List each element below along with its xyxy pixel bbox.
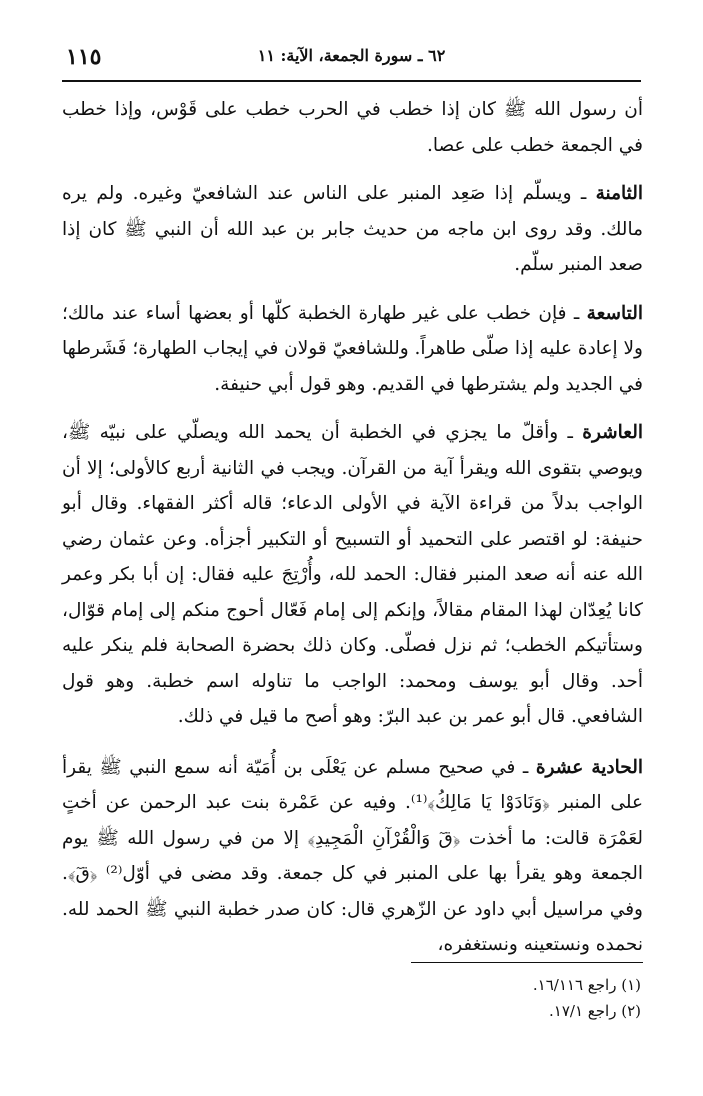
paragraph-text: ـ وأقلّ ما يجزي في الخطبة أن يحمد الله ويصلّي على نبيّه ﷺ، ويوصي بتقوى الله ويقرأ آية من القرآن. ويجب في الثانية أربع كالأولى؛ إلا أن الواجب بدلاً من قراءة الآية في الأولى الدعاء؛ قاله أكثر الفقهاء. وقال أبو حنيفة: لو اقتصر على التحميد أو التسبيح أو التكبير أجزأه. وعن عثمان رضي الله عنه أنه صعد المنبر فقال: الحمد لله، وأُرْتِجَ عليه فقال: إن أبا بكر وعمر كانا يُعِدّان لهذا المقام مقالاً، وإنكم إلى إمام فَعّال أحوج منكم إلى إمام قوّال، وستأتيكم الخطب؛ ثم نزل فصلّى. وكان ذلك بحضرة الصحابة فلم ينكر عليه أحد. وقال أبو يوسف ومحمد: الواجب ما تناوله اسم خطبة. وهو قول الشافعي. قال أبو عمر بن عبد البرّ: وهو أصح ما قيل في ذلك. [62,422,643,727]
paragraph-text: ـ في صحيح مسلم عن يَعْلَى بن أُمَيّة أنه سمع النبي ﷺ يقرأ على المنبر ﴿وَنَادَوْا يَا مَالِكُ﴾⁽¹⁾. وفيه عن عَمْرة بنت عبد الرحمن عن أختٍ لعَمْرَة قالت: ما أخذت ﴿قٓ وَالْقُرْآنِ الْمَجِيدِ﴾ إلا من في رسول الله ﷺ يوم الجمعة وهو يقرأ بها على المنبر في كل جمعة. وقد مضى في أوّل⁽²⁾ ﴿قٓ﴾. وفي مراسيل أبي داود عن الزّهري قال: كان صدر خطبة النبي ﷺ الحمد لله. نحمده ونستعينه ونستغفره، [62,756,643,955]
paragraph-label: العاشرة [582,422,643,443]
paragraph [62,415,643,735]
paragraph-text: أن رسول الله ﷺ كان إذا خطب في الحرب خطب على قَوْس، وإذا خطب في الجمعة خطب على عصا. [62,99,643,156]
paragraph-text: ـ ويسلّم إذا صَعِد المنبر على الناس عند الشافعيّ وغيره. ولم يره مالك. وقد روى ابن ماجه من حديث جابر بن عبد الله أن النبي ﷺ كان إذا صعد المنبر سلّم. [62,183,643,275]
running-header [62,40,641,82]
paragraph-text: ـ فإن خطب على غير طهارة الخطبة كلّها أو بعضها أساء عند مالك؛ ولا إعادة عليه إذا صلّى طاهراً. وللشافعيّ قولان في إيجاب الطهارة؛ فَشَرطها في الجديد ولم يشترطها في القديم. وهو قول أبي حنيفة. [62,302,643,395]
footnotes [62,972,641,1024]
paragraph-label: التاسعة [586,302,643,324]
paragraph [62,176,643,283]
footnote: (١) راجع ١٦/١١٦. [532,976,641,994]
paragraph [62,296,643,403]
paragraph-label: الثامنة [595,183,643,204]
paragraph-label: الحادية عشرة [535,756,643,778]
main-text [62,92,643,976]
footnote-divider [411,962,643,963]
footnote: (٢) راجع ١٧/١. [549,1002,641,1020]
paragraph [62,750,643,963]
page-number: ١١٥ [66,44,102,70]
paragraph [62,92,643,163]
header-title: ٦٢ ـ سورة الجمعة، الآية: ١١ [257,46,446,65]
